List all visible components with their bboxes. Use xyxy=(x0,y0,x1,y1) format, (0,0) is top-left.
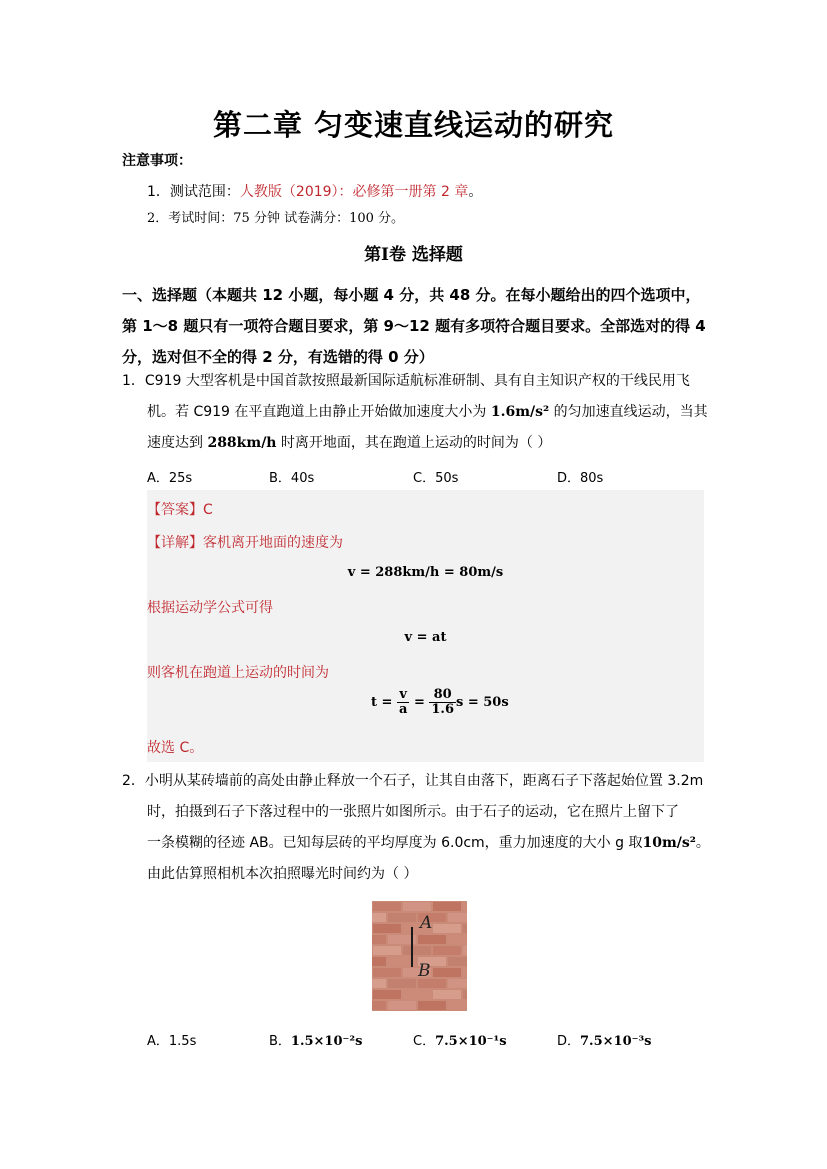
equation-1: v = 288km/h = 80m/s xyxy=(347,565,504,580)
answer-text-3: 则客机在跑道上运动的时间为 xyxy=(147,665,329,681)
brick xyxy=(388,913,416,922)
brick xyxy=(418,1001,446,1010)
brick xyxy=(448,979,467,988)
eq3-right: s = 50s xyxy=(456,695,509,710)
brick xyxy=(448,935,467,944)
brick xyxy=(463,924,467,933)
brick xyxy=(372,957,386,966)
answer-panel xyxy=(147,490,704,762)
brick xyxy=(463,902,467,911)
q1-line-3-a: 速度达到 xyxy=(147,435,208,451)
q1-speed: 288km/h xyxy=(207,435,277,451)
q1-line-3-b: 时离开地面，其在跑道上运动的时间为（ ） xyxy=(276,435,552,451)
q2-line-2: 时，拍摄到石子下落过程中的一张照片如图所示。由于石子的运动，它在照片上留下了 xyxy=(147,804,679,820)
q1-option-a[interactable]: A．25s xyxy=(147,471,193,486)
eq3-fraction-2: $\frac{80}{1.6}$ xyxy=(431,687,454,717)
brick xyxy=(403,990,431,999)
q2-line-1: 2．小明从某砖墙前的高处由静止释放一个石子，让其自由落下，距离石子下落起始位置 3.2m xyxy=(122,773,704,789)
equation-2: v = at xyxy=(404,630,447,645)
notice-item-1-scope: 人教版（2019）：必修第一册第 2 章 xyxy=(239,184,469,200)
point-b-label: B xyxy=(418,961,431,981)
q2-line-3 xyxy=(147,828,710,859)
notice-item-2: 2．考试时间：75 分钟 试卷满分：100 分。 xyxy=(147,211,405,226)
brick xyxy=(448,957,467,966)
brick xyxy=(373,902,401,911)
answer-text-2: 根据运动学公式可得 xyxy=(147,600,273,616)
brick xyxy=(388,979,416,988)
notice-heading: 注意事项： xyxy=(122,153,192,169)
answer-final: 故选 C。 xyxy=(147,740,204,756)
brick-wall-photo xyxy=(372,901,467,1011)
brick xyxy=(372,1001,386,1010)
eq3-fraction-1: $\frac{v}{a}$ xyxy=(398,687,408,717)
brick-wall-image xyxy=(372,901,467,1011)
brick xyxy=(403,902,431,911)
q1-option-c[interactable]: C．50s xyxy=(413,471,459,486)
brick xyxy=(433,990,461,999)
notice-item-1-suffix: 。 xyxy=(468,184,483,200)
q1-line-2-b: 的匀加速直线运动，当其 xyxy=(549,404,708,420)
brick xyxy=(372,979,386,988)
brick xyxy=(418,935,446,944)
brick xyxy=(448,913,467,922)
brick xyxy=(433,946,461,955)
q1-line-1: 1．C919 大型客机是中国首款按照最新国际适航标准研制、具有自主知识产权的干线民用飞 xyxy=(122,373,690,389)
q1-line-2 xyxy=(147,397,708,428)
q2-line-3-b: 。 xyxy=(695,835,710,851)
q2-gravity: 10m/s² xyxy=(642,835,696,851)
brick xyxy=(403,946,431,955)
eq3-equals: = xyxy=(413,695,425,710)
q2-option-b-value: 1.5×10⁻²s xyxy=(290,1034,363,1049)
point-a-label: A xyxy=(420,913,433,933)
notice-item-1 xyxy=(147,181,482,201)
brick xyxy=(372,935,386,944)
q1-option-d[interactable]: D．80s xyxy=(557,471,604,486)
q2-line-3-a: 一条模糊的径迹 AB。已知每层砖的平均厚度为 6.0cm，重力加速度的大小 g 取 xyxy=(147,835,643,851)
brick xyxy=(373,968,401,977)
q1-line-2-a: 机。若 C919 在平直跑道上由静止开始做加速度大小为 xyxy=(147,404,491,420)
q2-option-b[interactable]: B．1.5×10⁻²s xyxy=(269,1034,363,1049)
q1-acceleration: 1.6m/s² xyxy=(490,404,550,420)
brick xyxy=(463,990,467,999)
brick xyxy=(463,946,467,955)
brick xyxy=(372,913,386,922)
eq3-left: t = xyxy=(371,695,393,710)
section-heading: 一、选择题（本题共 12 小题，每小题 4 分，共 48 分。在每小题给出的四个选项中，第 1～8 题只有一项符合题目要求，第 9～12 题有多项符合题目要求。全部选对的得 4 分，选对但不全的得 2 分，有选错的得 0 分） xyxy=(122,286,706,366)
brick xyxy=(388,1001,416,1010)
q2-option-c-value: 7.5×10⁻¹s xyxy=(435,1034,507,1049)
volume-title: 第Ⅰ卷 选择题 xyxy=(364,245,463,265)
q1-option-b[interactable]: B．40s xyxy=(269,471,315,486)
q2-option-c[interactable]: C．7.5×10⁻¹s xyxy=(413,1034,507,1049)
equation-3 xyxy=(371,688,509,717)
brick xyxy=(433,968,461,977)
brick xyxy=(373,990,401,999)
q2-line-4: 由此估算照相机本次拍照曝光时间约为（ ） xyxy=(147,866,418,882)
q2-option-d-value: 7.5×10⁻³s xyxy=(580,1034,652,1049)
page-title: 第二章 匀变速直线运动的研究 xyxy=(212,108,615,142)
brick xyxy=(433,902,461,911)
answer-label: 【答案】C xyxy=(147,502,213,518)
notice-item-1-prefix: 1．测试范围： xyxy=(147,184,240,200)
brick xyxy=(373,946,401,955)
q1-line-3 xyxy=(147,428,551,459)
brick xyxy=(448,1001,467,1010)
q2-option-a[interactable]: A．1.5s xyxy=(147,1034,197,1049)
brick xyxy=(433,924,461,933)
brick xyxy=(463,968,467,977)
q2-option-d[interactable]: D．7.5×10⁻³s xyxy=(557,1034,652,1049)
brick xyxy=(373,924,401,933)
detail-label: 【详解】客机离开地面的速度为 xyxy=(147,535,343,551)
